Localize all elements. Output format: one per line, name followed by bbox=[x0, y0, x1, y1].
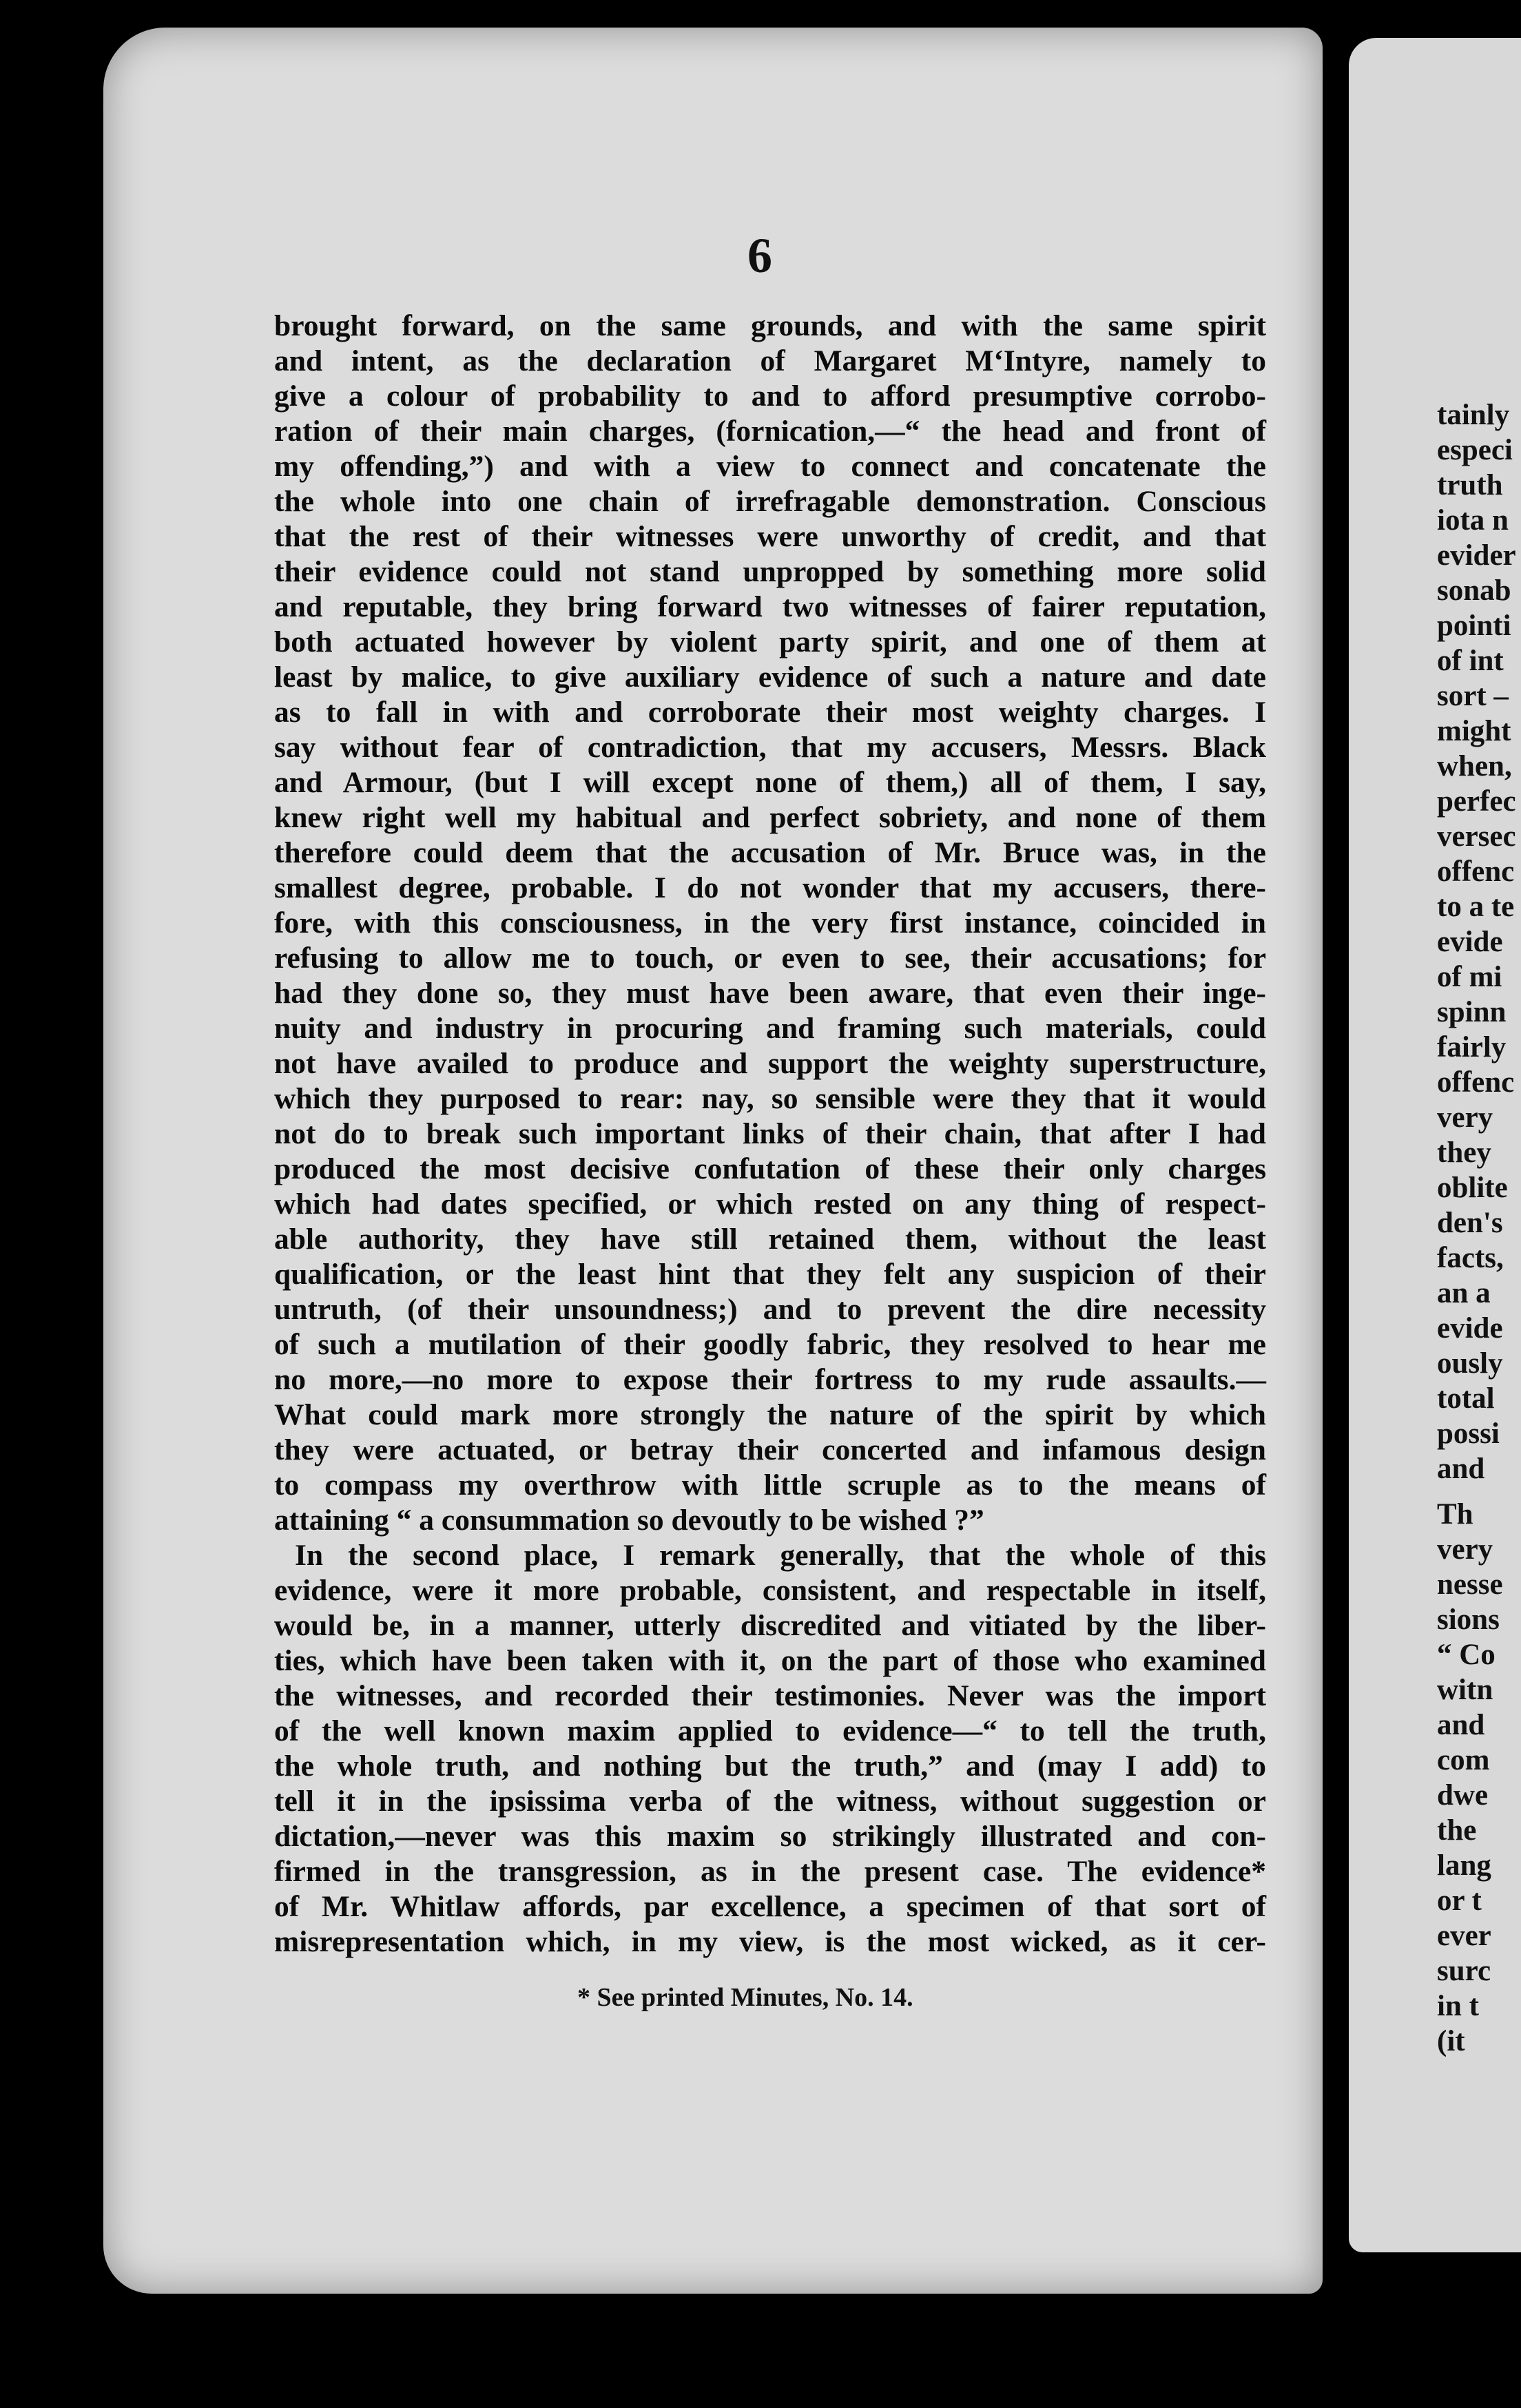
facing-text-line: sions bbox=[1437, 1603, 1500, 1636]
text-line: ties, which have been taken with it, on the part of those who examined bbox=[274, 1644, 1266, 1677]
facing-text-line: versec bbox=[1437, 820, 1516, 853]
facing-text-line: perfec bbox=[1437, 785, 1516, 818]
text-line: their evidence could not stand unpropped by something more solid bbox=[274, 555, 1266, 588]
text-line: firmed in the transgression, as in the present case. The evidence* bbox=[274, 1855, 1266, 1888]
footnote: * See printed Minutes, No. 14. bbox=[577, 1983, 913, 2012]
text-line: able authority, they have still retained them, without the least bbox=[274, 1223, 1266, 1256]
text-line: which they purposed to rear: nay, so sensible were they that it would bbox=[274, 1082, 1266, 1115]
text-line: tell it in the ipsissima verba of the witness, without suggestion or bbox=[274, 1785, 1266, 1818]
paragraph-gap bbox=[1437, 1486, 1516, 1497]
facing-text-line: sonab bbox=[1437, 574, 1511, 607]
facing-text-line: evide bbox=[1437, 1312, 1503, 1345]
facing-text-line: offenc bbox=[1437, 855, 1515, 888]
text-line: untruth, (of their unsoundness;) and to prevent the dire necessity bbox=[274, 1293, 1266, 1326]
facing-text-line: nesse bbox=[1437, 1568, 1503, 1601]
text-line: as to fall in with and corroborate their most weighty charges. I bbox=[274, 696, 1266, 729]
facing-text-line: to a te bbox=[1437, 891, 1515, 923]
facing-text-line: iota n bbox=[1437, 504, 1509, 537]
text-line: smallest degree, probable. I do not wonder that my accusers, there- bbox=[274, 871, 1266, 904]
facing-text-line: ously bbox=[1437, 1347, 1503, 1380]
facing-text-line: of mi bbox=[1437, 961, 1502, 993]
facing-text-line: of int bbox=[1437, 645, 1504, 677]
text-line: that the rest of their witnesses were unworthy of credit, and that bbox=[274, 520, 1266, 553]
text-line: knew right well my habitual and perfect sobriety, and none of them bbox=[274, 801, 1266, 834]
facing-text-line: “ Co bbox=[1437, 1639, 1496, 1671]
facing-text-line: they bbox=[1437, 1136, 1491, 1169]
text-line: the witnesses, and recorded their testimonies. Never was the import bbox=[274, 1679, 1266, 1712]
facing-text-line: lang bbox=[1437, 1849, 1491, 1882]
text-line: produced the most decisive confutation of these their only charges bbox=[274, 1152, 1266, 1185]
facing-text-line: pointi bbox=[1437, 610, 1511, 642]
text-line: no more,—no more to expose their fortress to my rude assaults.— bbox=[274, 1363, 1266, 1396]
text-line: and Armour, (but I will except none of them,) all of them, I say, bbox=[274, 766, 1266, 799]
text-line: give a colour of probability to and to afford presumptive corrobo- bbox=[274, 380, 1266, 413]
facing-text-line: evide bbox=[1437, 926, 1503, 958]
text-line: they were actuated, or betray their concerted and infamous design bbox=[274, 1433, 1266, 1466]
text-line: say without fear of contradiction, that my accusers, Messrs. Black bbox=[274, 731, 1266, 764]
facing-text-line: truth bbox=[1437, 469, 1503, 501]
text-line: therefore could deem that the accusation of Mr. Bruce was, in the bbox=[274, 836, 1266, 869]
text-line: attaining “ a consummation so devoutly to be wished ?” bbox=[274, 1504, 984, 1537]
text-line: refusing to allow me to touch, or even to see, their accusations; for bbox=[274, 942, 1266, 975]
text-line: fore, with this consciousness, in the very first instance, coincided in bbox=[274, 906, 1266, 940]
facing-text-line: might bbox=[1437, 715, 1511, 747]
facing-text-line: spinn bbox=[1437, 996, 1507, 1028]
text-line: dictation,—never was this maxim so strikingly illustrated and con- bbox=[274, 1820, 1266, 1853]
body-text bbox=[274, 309, 1266, 1960]
page-number: 6 bbox=[747, 228, 772, 283]
facing-text-line: oblite bbox=[1437, 1172, 1508, 1204]
text-line: What could mark more strongly the nature of the spirit by which bbox=[274, 1398, 1266, 1431]
facing-text-line: and bbox=[1437, 1709, 1485, 1741]
text-line: least by malice, to give auxiliary evidence of such a nature and date bbox=[274, 661, 1266, 694]
facing-text-line: especi bbox=[1437, 434, 1513, 466]
facing-text-line: very bbox=[1437, 1533, 1493, 1566]
text-line: and reputable, they bring forward two witnesses of fairer reputation, bbox=[274, 590, 1266, 623]
text-line: evidence, were it more probable, consistent, and respectable in itself, bbox=[274, 1574, 1266, 1607]
facing-text-line: evider bbox=[1437, 539, 1516, 572]
text-line: brought forward, on the same grounds, and with the same spirit bbox=[274, 309, 1266, 342]
facing-text-line: facts, bbox=[1437, 1242, 1504, 1274]
text-line: to compass my overthrow with little scruple as to the means of bbox=[274, 1468, 1266, 1502]
text-line: both actuated however by violent party spirit, and one of them at bbox=[274, 625, 1266, 658]
text-line: not do to break such important links of their chain, that after I had bbox=[274, 1117, 1266, 1150]
text-line: qualification, or the least hint that they felt any suspicion of their bbox=[274, 1258, 1266, 1291]
facing-text-line: witn bbox=[1437, 1674, 1493, 1706]
facing-text-line: surc bbox=[1437, 1955, 1491, 1987]
facing-text-line: and bbox=[1437, 1453, 1485, 1485]
text-line: In the second place, I remark generally, that the whole of this bbox=[295, 1539, 1266, 1572]
facing-text-line: total bbox=[1437, 1382, 1495, 1415]
text-line: of Mr. Whitlaw affords, par excellence, a specimen of that sort of bbox=[274, 1890, 1266, 1923]
text-line: not have availed to produce and support the weighty superstructure, bbox=[274, 1047, 1266, 1080]
facing-text-line: com bbox=[1437, 1744, 1490, 1776]
facing-text-line: tainly bbox=[1437, 399, 1510, 431]
text-line: the whole into one chain of irrefragable demonstration. Conscious bbox=[274, 485, 1266, 518]
facing-text-line: offenc bbox=[1437, 1066, 1515, 1099]
text-line: my offending,”) and with a view to connect and concatenate the bbox=[274, 450, 1266, 483]
text-line: and intent, as the declaration of Margaret M‘Intyre, namely to bbox=[274, 344, 1266, 377]
facing-text-line: very bbox=[1437, 1101, 1493, 1134]
text-line: the whole truth, and nothing but the truth,” and (may I add) to bbox=[274, 1750, 1266, 1783]
facing-text-line: or t bbox=[1437, 1885, 1482, 1917]
facing-page bbox=[1349, 38, 1521, 2252]
facing-text-line: possi bbox=[1437, 1418, 1500, 1450]
text-line: had they done so, they must have been aware, that even their inge- bbox=[274, 977, 1266, 1010]
facing-text-line: ever bbox=[1437, 1920, 1491, 1952]
facing-text-line: fairly bbox=[1437, 1031, 1507, 1063]
facing-text-line: in t bbox=[1437, 1990, 1479, 2022]
facing-text-line: the bbox=[1437, 1814, 1477, 1847]
facing-text-line: an a bbox=[1437, 1277, 1491, 1309]
facing-text-line: Th bbox=[1437, 1498, 1473, 1530]
facing-text-line: dwe bbox=[1437, 1779, 1489, 1812]
text-line: would be, in a manner, utterly discredited and vitiated by the liber- bbox=[274, 1609, 1266, 1642]
text-line: nuity and industry in procuring and framing such materials, could bbox=[274, 1012, 1266, 1045]
text-line: which had dates specified, or which rested on any thing of respect- bbox=[274, 1187, 1266, 1221]
facing-text-line: den's bbox=[1437, 1207, 1503, 1239]
facing-text-line: when, bbox=[1437, 750, 1512, 782]
facing-page-text bbox=[1437, 397, 1516, 2059]
text-line: misrepresentation which, in my view, is the most wicked, as it cer- bbox=[274, 1925, 1266, 1958]
facing-text-line: (it bbox=[1437, 2025, 1465, 2057]
text-line: of the well known maxim applied to evidence—“ to tell the truth, bbox=[274, 1714, 1266, 1747]
text-line: of such a mutilation of their goodly fabric, they resolved to hear me bbox=[274, 1328, 1266, 1361]
facing-text-line: sort – bbox=[1437, 680, 1509, 712]
text-line: ration of their main charges, (fornication,—“ the head and front of bbox=[274, 415, 1266, 448]
